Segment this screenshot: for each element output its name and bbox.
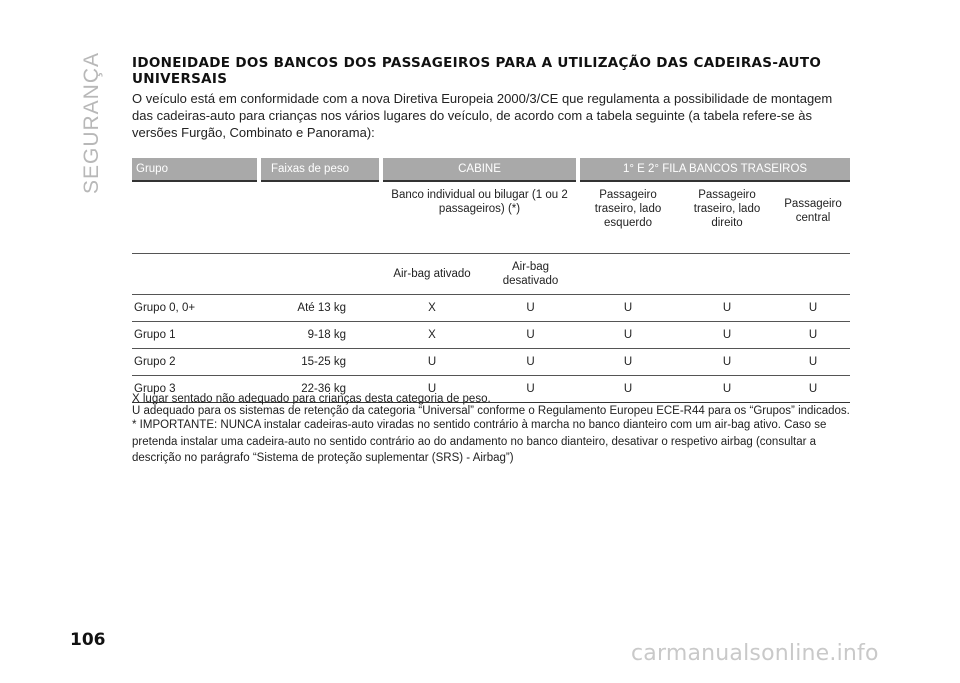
table-row — [132, 349, 850, 376]
table-header-row — [132, 158, 850, 181]
cell-grupo: Grupo 1 — [132, 322, 259, 349]
table-cell — [132, 254, 259, 295]
subheader-airbag-ativado: Air-bag ativado — [381, 254, 483, 295]
cell-value: U — [381, 349, 483, 376]
subheader-airbag-desativado: Air-bag desativado — [483, 254, 578, 295]
table-cell — [259, 181, 381, 254]
table-cell — [776, 254, 850, 295]
main-content — [132, 55, 850, 141]
subheader-passageiro-central: Passageiro central — [776, 181, 850, 254]
cell-grupo: Grupo 3 — [132, 376, 259, 403]
table-row — [132, 295, 850, 322]
cell-grupo: Grupo 0, 0+ — [132, 295, 259, 322]
note-x: X lugar sentado não adequado para crianças desta categoria de peso. — [132, 393, 491, 405]
subheader-traseiro-direito: Passageiro traseiro, lado direito — [678, 181, 776, 254]
subheader-banco-individual: Banco individual ou bilugar (1 ou 2 passageiros) (*) — [381, 181, 578, 254]
cell-peso: 9-18 kg — [259, 322, 381, 349]
note-important: * IMPORTANTE: NUNCA instalar cadeiras-auto viradas no sentido contrário à marcha no banco dianteiro com um air-bag ativo. Caso se pretenda instalar uma cadeira-auto no sentido contrário ao do andamento no banco dianteiro, desativar o respetivo airbag (consultar a descrição no parágrafo “Sistema de proteção suplementar (SRS) - Airbag”) — [132, 419, 827, 464]
table-cell — [132, 181, 259, 254]
cell-value: U — [578, 295, 678, 322]
note-u: U adequado para os sistemas de retenção da categoria “Universal” conforme o Regulamento Europeu ECE-R44 para os “Grupos” indicados. — [132, 405, 850, 417]
table-subheader-seat-positions — [132, 181, 850, 254]
page-title: IDONEIDADE DOS BANCOS DOS PASSAGEIROS PARA A UTILIZAÇÃO DAS CADEIRAS-AUTO UNIVERSAIS — [132, 55, 822, 87]
cell-value: X — [381, 295, 483, 322]
watermark: carmanualsonline.info — [631, 641, 879, 666]
cell-value: X — [381, 322, 483, 349]
child-seat-suitability-table — [132, 158, 850, 403]
cell-value: U — [578, 376, 678, 403]
table-cell — [678, 254, 776, 295]
header-faixas-de-peso: Faixas de peso — [259, 158, 381, 181]
table-subheader-airbag — [132, 254, 850, 295]
cell-peso: 15-25 kg — [259, 349, 381, 376]
cell-value: U — [483, 349, 578, 376]
cell-value: U — [483, 376, 578, 403]
header-grupo: Grupo — [132, 158, 259, 181]
page-number: 106 — [70, 630, 106, 650]
cell-value: U — [483, 295, 578, 322]
section-side-label-text: SEGURANÇA — [80, 51, 103, 195]
cell-value: U — [578, 322, 678, 349]
cell-value: U — [381, 376, 483, 403]
section-side-label — [78, 48, 106, 198]
cell-grupo: Grupo 2 — [132, 349, 259, 376]
table-cell — [578, 254, 678, 295]
subheader-traseiro-esquerdo: Passageiro traseiro, lado esquerdo — [578, 181, 678, 254]
header-fila-bancos-traseiros: 1° E 2° FILA BANCOS TRASEIROS — [578, 158, 850, 181]
cell-value: U — [483, 322, 578, 349]
table-notes — [132, 393, 857, 467]
header-cabine: CABINE — [381, 158, 578, 181]
table-row — [132, 322, 850, 349]
cell-value: U — [776, 349, 850, 376]
cell-value: U — [776, 376, 850, 403]
cell-peso: Até 13 kg — [259, 295, 381, 322]
intro-paragraph: O veículo está em conformidade com a nova Diretiva Europeia 2000/3/CE que regulamenta a possibilidade de montagem das cadeiras-auto para crianças nos vários lugares do veículo, de acordo com a tabela seguinte (a tabela refere-se às versões Furgão, Combinato e Panorama): — [132, 91, 833, 140]
cell-value: U — [678, 322, 776, 349]
cell-value: U — [678, 349, 776, 376]
cell-value: U — [678, 295, 776, 322]
cell-value: U — [678, 376, 776, 403]
cell-value: U — [578, 349, 678, 376]
cell-value: U — [776, 295, 850, 322]
cell-value: U — [776, 322, 850, 349]
table-cell — [259, 254, 381, 295]
cell-peso: 22-36 kg — [259, 376, 381, 403]
